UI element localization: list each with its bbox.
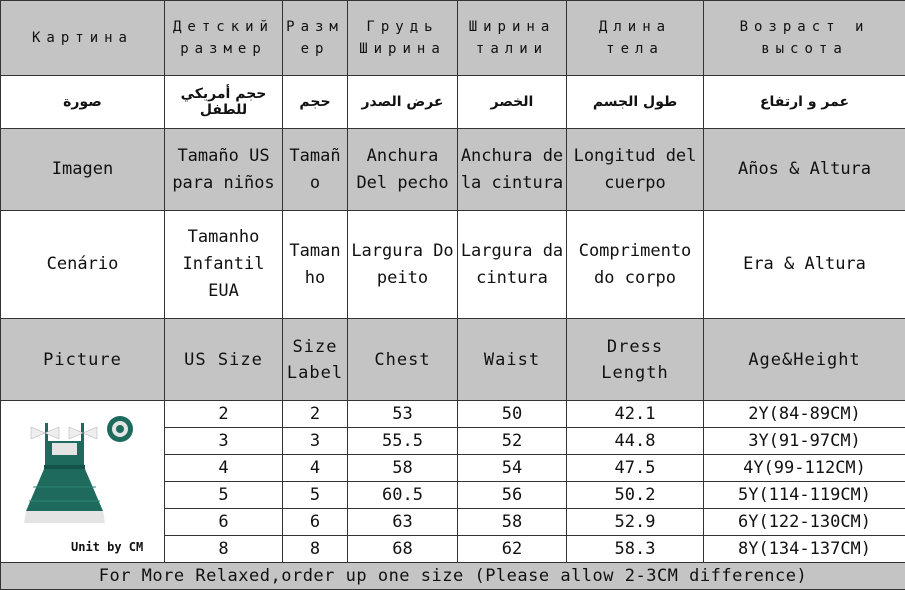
cell-age-height: 3Y(91-97CM) [704,428,905,455]
cell-length: 44.8 [567,428,704,455]
header-en-chest: Chest [348,319,458,401]
header-ar-age: عمر و ارتفاع [704,76,905,129]
footer-note: For More Relaxed,order up one size (Please allow 2-3CM difference) [1,563,905,590]
cell-chest: 53 [348,401,458,428]
header-row-arabic [1,76,905,129]
header-pt-age: Era & Altura [704,211,905,319]
header-ar-waist: الخصر [458,76,567,129]
cell-size-label: 5 [283,482,348,509]
cell-age-height: 2Y(84-89CM) [704,401,905,428]
cell-age-height: 4Y(99-112CM) [704,455,905,482]
header-row-portuguese [1,211,905,319]
header-ru-size: Размер [283,1,348,76]
cell-waist: 62 [458,536,567,563]
header-pt-kids-size: Tamanho Infantil EUA [165,211,283,319]
cell-size-label: 3 [283,428,348,455]
header-en-us-size: US Size [165,319,283,401]
header-ar-size: حجم [283,76,348,129]
cell-us-size: 5 [165,482,283,509]
cell-size-label: 2 [283,401,348,428]
header-es-waist: Anchura de la cintura [458,129,567,211]
cell-us-size: 4 [165,455,283,482]
cell-waist: 58 [458,509,567,536]
header-pt-length: Comprimento do corpo [567,211,704,319]
header-ru-kids-size: Детский размер [165,1,283,76]
header-ru-picture: Картина [1,1,165,76]
cell-chest: 58 [348,455,458,482]
cell-length: 50.2 [567,482,704,509]
cell-age-height: 6Y(122-130CM) [704,509,905,536]
header-ar-picture: صورة [1,76,165,129]
header-es-size: Tamaño [283,129,348,211]
header-ar-chest: عرض الصدر [348,76,458,129]
cell-waist: 52 [458,428,567,455]
cell-us-size: 2 [165,401,283,428]
header-pt-picture: Cenário [1,211,165,319]
header-ar-length: طول الجسم [567,76,704,129]
cell-us-size: 6 [165,509,283,536]
header-pt-chest: Largura Do peito [348,211,458,319]
header-es-chest: Anchura Del pecho [348,129,458,211]
cell-waist: 54 [458,455,567,482]
table-row [1,401,905,428]
header-es-age: Años & Altura [704,129,905,211]
cell-chest: 68 [348,536,458,563]
cell-age-height: 8Y(134-137CM) [704,536,905,563]
header-ru-length: Длина тела [567,1,704,76]
cell-age-height: 5Y(114-119CM) [704,482,905,509]
header-ru-waist: Ширина талии [458,1,567,76]
cell-waist: 56 [458,482,567,509]
header-en-size-label: Size Label [283,319,348,401]
unit-note: Unit by CM [71,540,144,554]
cell-length: 42.1 [567,401,704,428]
cell-us-size: 8 [165,536,283,563]
header-pt-waist: Largura da cintura [458,211,567,319]
header-ru-chest: Грудь Ширина [348,1,458,76]
cell-chest: 60.5 [348,482,458,509]
cell-chest: 63 [348,509,458,536]
cell-size-label: 6 [283,509,348,536]
header-es-picture: Imagen [1,129,165,211]
header-en-length: Dress Length [567,319,704,401]
header-es-kids-size: Tamaño US para niños [165,129,283,211]
cell-size-label: 8 [283,536,348,563]
cell-length: 58.3 [567,536,704,563]
dress-picture-cell [1,401,165,563]
header-pt-size: Tamanho [283,211,348,319]
header-es-length: Longitud del cuerpo [567,129,704,211]
header-row-english [1,319,905,401]
header-en-picture: Picture [1,319,165,401]
cell-length: 52.9 [567,509,704,536]
cell-chest: 55.5 [348,428,458,455]
header-row-spanish [1,129,905,211]
dress-image [19,407,149,531]
header-en-age: Age&Height [704,319,905,401]
header-ar-kids-size: حجم أمريكي للطفل [165,76,283,129]
header-en-waist: Waist [458,319,567,401]
header-ru-age: Возраст и высота [704,1,905,76]
header-row-russian [1,1,905,76]
cell-waist: 50 [458,401,567,428]
cell-size-label: 4 [283,455,348,482]
cell-us-size: 3 [165,428,283,455]
footer-row [1,563,905,590]
cell-length: 47.5 [567,455,704,482]
